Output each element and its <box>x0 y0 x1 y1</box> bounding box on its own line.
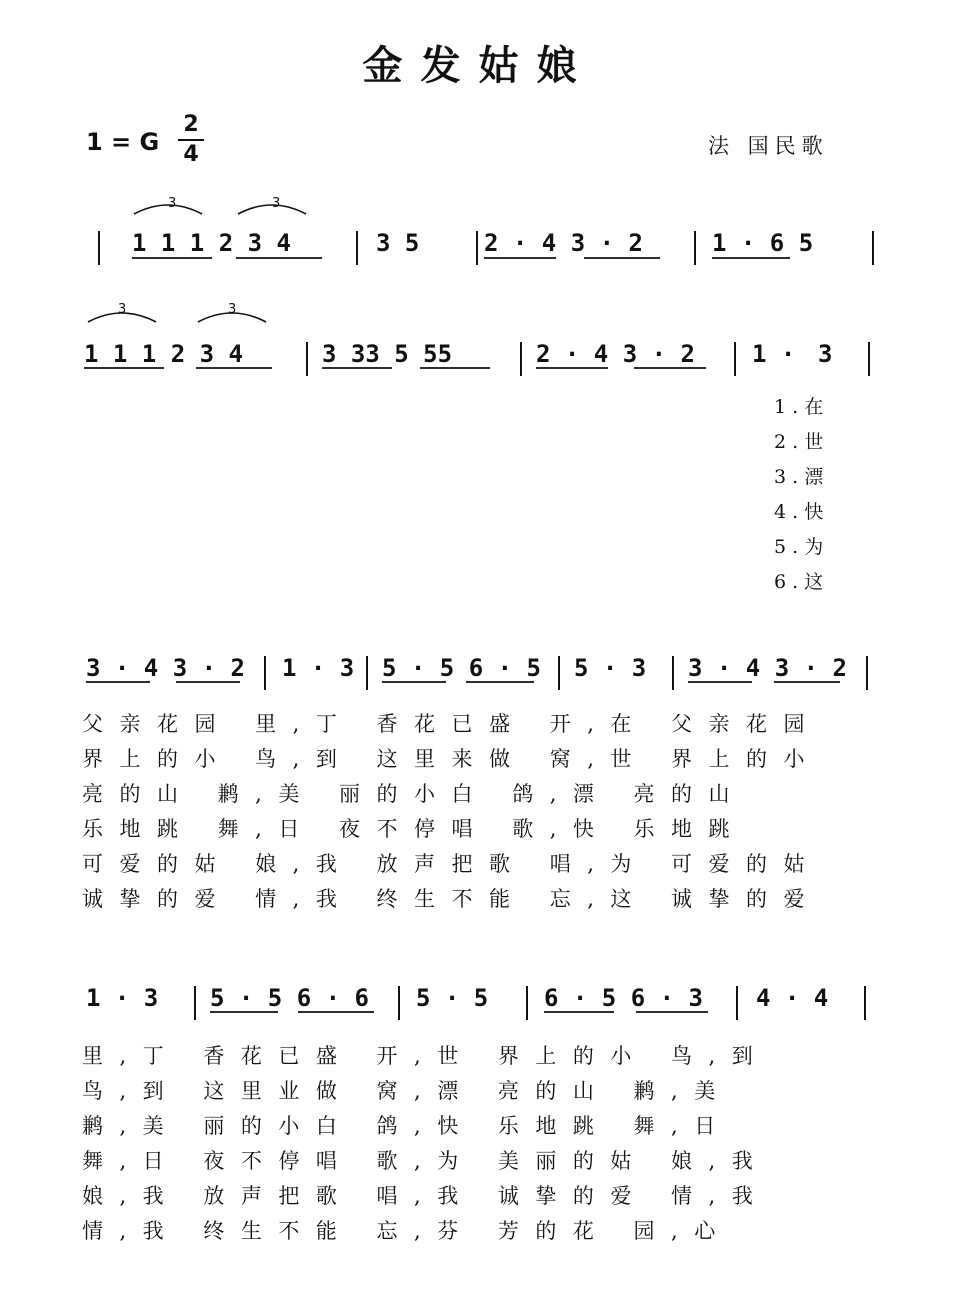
measure: 3 · 4 3 · 2 <box>688 654 847 682</box>
measure: 3 33 5 55 <box>322 340 453 368</box>
verse-start-2: 2 . 世 <box>774 431 824 453</box>
verse-start-5: 5 . 为 <box>774 536 824 558</box>
verse-start-4: 4 . 快 <box>774 501 824 523</box>
pickup-note: 3 <box>818 340 833 368</box>
measure: 5 · 5 6 · 6 <box>210 984 369 1012</box>
measure: 2 · 4 3 · 2 <box>536 340 695 368</box>
measure: 1 · 6 5 <box>712 229 814 257</box>
measure: 1 1 1 2 3 4 <box>84 340 243 368</box>
time-signature-bottom: 4 <box>183 142 199 167</box>
measure: 6 · 5 6 · 3 <box>544 984 703 1012</box>
slur <box>88 313 156 322</box>
lyric-line: 娘,我 放声把歌 唱,我 诚挚的爱 情,我 <box>82 1184 770 1208</box>
measure: 5 · 5 6 · 5 <box>382 654 541 682</box>
triplet-mark: 3 <box>228 302 237 317</box>
page-title: 金发姑娘 <box>362 42 595 89</box>
measure: 5 · 5 <box>416 984 489 1012</box>
verse-start-6: 6 . 这 <box>774 571 824 593</box>
verse-start-1: 1 . 在 <box>774 396 824 418</box>
measure: 5 · 3 <box>574 654 647 682</box>
triplet-mark: 3 <box>272 196 281 211</box>
lyric-line: 里,丁 香花已盛 开,世 界上的小 鸟,到 <box>82 1044 770 1068</box>
lyric-line: 父亲花园 里,丁 香花已盛 开,在 父亲花园 <box>82 712 822 736</box>
lyric-line: 可爱的姑 娘,我 放声把歌 唱,为 可爱的姑 <box>82 852 822 876</box>
measure: 2 · 4 3 · 2 <box>484 229 643 257</box>
lyric-line: 亮的山 鹣,美 丽的小白 鸽,漂 亮的山 <box>82 782 747 806</box>
lyric-line: 界上的小 鸟,到 这里来做 窝,世 界上的小 <box>82 747 822 771</box>
lyric-line: 鸟,到 这里业做 窝,漂 亮的山 鹣,美 <box>82 1079 732 1103</box>
measure: 3 5 <box>376 229 420 257</box>
key-signature: 1 = G <box>86 128 160 156</box>
time-signature-top: 2 <box>183 112 199 137</box>
triplet-mark: 3 <box>168 196 177 211</box>
measure: 1 · 3 <box>282 654 355 682</box>
lyric-line: 鹣,美 丽的小白 鸽,快 乐地跳 舞,日 <box>82 1114 732 1138</box>
slur <box>238 205 306 214</box>
triplet-mark: 3 <box>118 302 127 317</box>
slur <box>198 313 266 322</box>
slur <box>134 205 202 214</box>
measure: 1 · 3 <box>86 984 159 1012</box>
lyric-line: 诚挚的爱 情,我 终生不能 忘,这 诚挚的爱 <box>82 887 822 911</box>
measure: 3 · 4 3 · 2 <box>86 654 245 682</box>
verse-start-3: 3 . 漂 <box>774 466 824 488</box>
measure: 1 · <box>752 340 796 368</box>
lyric-line: 情,我 终生不能 忘,芬 芳的花 园,心 <box>82 1219 732 1243</box>
lyric-line: 乐地跳 舞,日 夜不停唱 歌,快 乐地跳 <box>82 817 747 841</box>
lyric-line: 舞,日 夜不停唱 歌,为 美丽的姑 娘,我 <box>82 1149 770 1173</box>
measure: 4 · 4 <box>756 984 829 1012</box>
composer-credit: 法 国民歌 <box>708 134 829 158</box>
measure: 1 1 1 2 3 4 <box>132 229 291 257</box>
